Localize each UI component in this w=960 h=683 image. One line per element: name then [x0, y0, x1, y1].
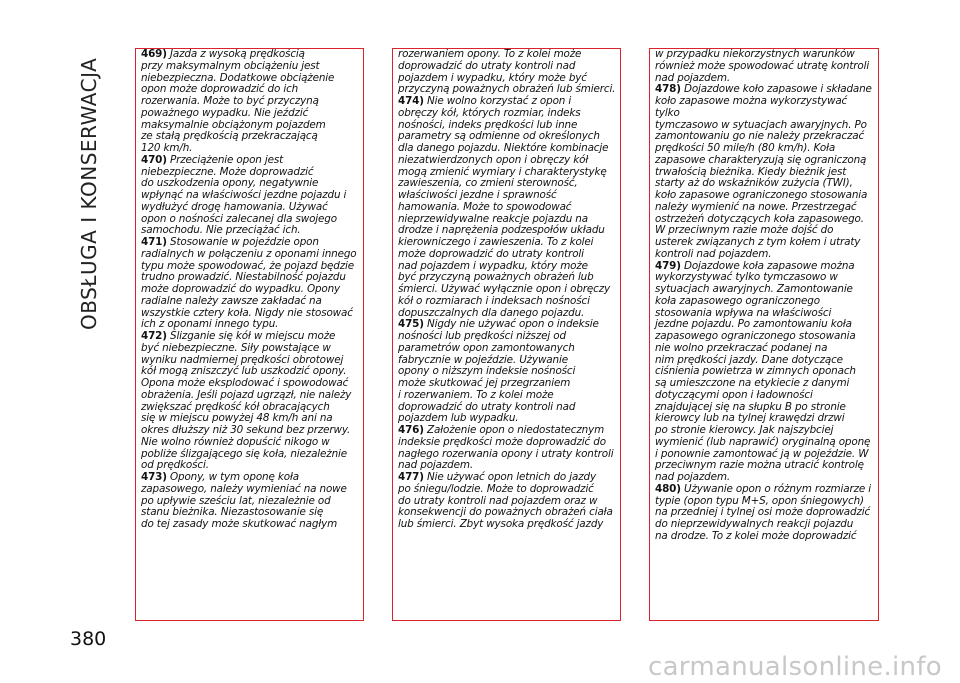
note-text: Nie wolno korzystać z opon i obręczy kół, których rozmiar, indeks nośności, indeks prędkości lub inne parametry są odmienne od określonych dla danego pojazdu. Niektóre kombinacje niezatwierdzonych opon i obręczy kół mogą zmienić wymiary i charakterystykę zawieszenia, co zmieni sterowność, właściwości jezdne i sprawność hamowania. Może to spowodować nieprzewidywalne reakcje pojazdu na drodze i naprężenia podzespołów układu kierowniczego i zawieszenia. To z kolei może doprowadzić do utraty kontroli nad pojazdem i wypadku, który może być przyczyną poważnych obrażeń lub śmierci. Używać wyłącznie opon i obręczy kół o rozmiarach i indeksach nośności dopuszczalnych dla danego pojazdu.: [398, 95, 611, 319]
note-number: 477): [398, 471, 424, 483]
paragraph-475: [398, 319, 616, 425]
paragraph-474: [398, 96, 616, 319]
note-text: Założenie opon o niedostatecznym indeksie prędkości może doprowadzić do nagłego rozerwania opony i utraty kontroli nad pojazdem.: [398, 424, 614, 472]
note-text: Dojazdowe koła zapasowe można wykorzystywać tylko tymczasowo w sytuacjach awaryjnych. Zamontowanie koła zapasowego ograniczonego stosowania wpływa na właściwości jezdne pojazdu. Po zamontowaniu koła zapasowego ograniczonego stosowania nie wolno przekraczać podanej na nim prędkości jazdy. Dane dotyczące ciśnienia powietrza w zimnych oponach są umieszczone na etykiecie z danymi dotyczącymi opon i ładowności znajdującej się na słupku B po stronie kierowcy lub na tylnej krawędzi drzwi po stronie kierowcy. Jak najszybciej wymienić (lub naprawić) oryginalną oponę i ponownie zamontować ją w pojeździe. W przeciwnym razie można utracić kontrolę nad pojazdem.: [655, 259, 871, 483]
paragraph-472: [141, 331, 359, 472]
note-number: 476): [398, 424, 424, 436]
paragraph-473: [141, 472, 359, 531]
note-number: 479): [655, 259, 681, 272]
column-2: [392, 48, 621, 621]
note-text: Nigdy nie używać opon o indeksie nośności lub prędkości niższej od parametrów opon zamontowanych fabrycznie w pojeździe. Używanie opony o niższym indeksie nośności może skutkować jej przegrzaniem i rozerwaniem. To z kolei może doprowadzić do utraty kontroli nad pojazdem lub wypadku.: [398, 318, 599, 425]
paragraph-471: [141, 237, 359, 331]
section-title: OBSŁUGA I KONSERWACJA: [77, 57, 101, 330]
note-text: rozerwaniem opony. To z kolei może doprowadzić do utraty kontroli nad pojazdem i wypadku, który może być przyczyną poważnych obrażeń lub śmierci.: [398, 48, 616, 96]
paragraph-470: [141, 155, 359, 237]
note-text: Jazda z wysoką prędkością przy maksymalnym obciążeniu jest niebezpieczna. Dodatkowe obciążenie opon może doprowadzić do ich rozerwania. Może to być przyczyną poważnego wypadku. Nie jeździć maksymalnie obciążonym pojazdem ze stałą prędkością przekraczającą 120 km/h.: [141, 48, 335, 154]
paragraph-473-continued: [398, 49, 616, 96]
column-3: [649, 48, 879, 621]
note-number: 471): [141, 236, 167, 248]
note-number: 474): [398, 95, 424, 107]
paragraph-476: [398, 425, 616, 472]
watermark: carmanualsonline.info: [647, 652, 942, 682]
note-number: 469): [141, 48, 167, 60]
note-text: Nie używać opon letnich do jazdy po śniegu/lodzie. Może to doprowadzić do utraty kontroli nad pojazdem oraz w konsekwencji do poważnych obrażeń ciała lub śmierci. Zbyt wysoka prędkość jazdy: [398, 471, 613, 530]
column-1: [135, 48, 364, 621]
paragraph-479: [655, 261, 874, 484]
note-number: 470): [141, 153, 167, 166]
note-number: 472): [141, 330, 167, 342]
note-text: Używanie opon o różnym rozmiarze i typie (opon typu M+S, opon śniegowych) na przedniej i tylnej osi może doprowadzić do nieprzewidywalnych reakcji pojazdu na drodze. To z kolei może doprowadzić: [655, 482, 872, 542]
note-number: 475): [398, 318, 424, 331]
section-title-vertical: [74, 50, 104, 330]
note-number: 480): [655, 482, 681, 495]
paragraph-478: [655, 84, 874, 260]
paragraph-480: [655, 484, 874, 543]
note-text: Opony, w tym oponę koła zapasowego, należy wymieniać na nowe po upływie sześciu lat, niezależnie od stanu bieżnika. Niezastosowanie się do tej zasady może skutkować nagłym: [141, 471, 347, 530]
note-number: 478): [655, 83, 681, 96]
note-number: 473): [141, 471, 167, 483]
note-text: Dojazdowe koło zapasowe i składane koło zapasowe można wykorzystywać tylko tymczasowo w sytuacjach awaryjnych. Po zamontowaniu go nie należy przekraczać prędkości 50 mile/h (80 km/h). Koła zapasowe charakteryzują się ograniczoną trwałością bieżnika. Kiedy bieżnik jest starty aż do wskaźników zużycia (TWI), koło zapasowe ograniczonego stosowania należy wymienić na nowe. Przestrzegać ostrzeżeń dotyczących koła zapasowego. W przeciwnym razie może dojść do usterek związanych z tym kołem i utraty kontroli nad pojazdem.: [655, 83, 872, 260]
paragraph-469: [141, 49, 359, 155]
note-text: Ślizganie się kół w miejscu może być niebezpieczne. Siły powstające w wyniku nadmiernej prędkości obrotowej kół mogą zniszczyć lub uszkodzić opony. Opona może eksplodować i spowodować obrażenia. Jeśli pojazd ugrzązł, nie należy zwiększać prędkość kół obracających się w miejscu powyżej 48 km/h ani na okres dłuższy niż 30 sekund bez przerwy. Nie wolno również dopuścić nikogo w pobliże ślizgającego się koła, niezależnie od prędkości.: [141, 330, 352, 472]
page-number: 380: [70, 628, 107, 650]
note-text: Stosowanie w pojeździe opon radialnych w połączeniu z oponami innego typu może spowodować, że pojazd będzie trudno prowadzić. Niestabilność pojazdu może doprowadzić do wypadku. Opony radialne należy zawsze zakładać na wszystkie cztery koła. Nigdy nie stosować ich z oponami innego typu.: [141, 236, 357, 331]
note-text: w przypadku niekorzystnych warunków również może spowodować utratę kontroli nad pojazdem.: [655, 48, 870, 84]
paragraph-477-continued: [655, 49, 874, 84]
paragraph-477: [398, 472, 616, 531]
note-text: Przeciążenie opon jest niebezpieczne. Może doprowadzić do uszkodzenia opony, negatywnie wpłynąć na właściwości jezdne pojazdu i wydłużyć drogę hamowania. Używać opon o nośności zalecanej dla swojego samochodu. Nie przeciążać ich.: [141, 153, 347, 237]
